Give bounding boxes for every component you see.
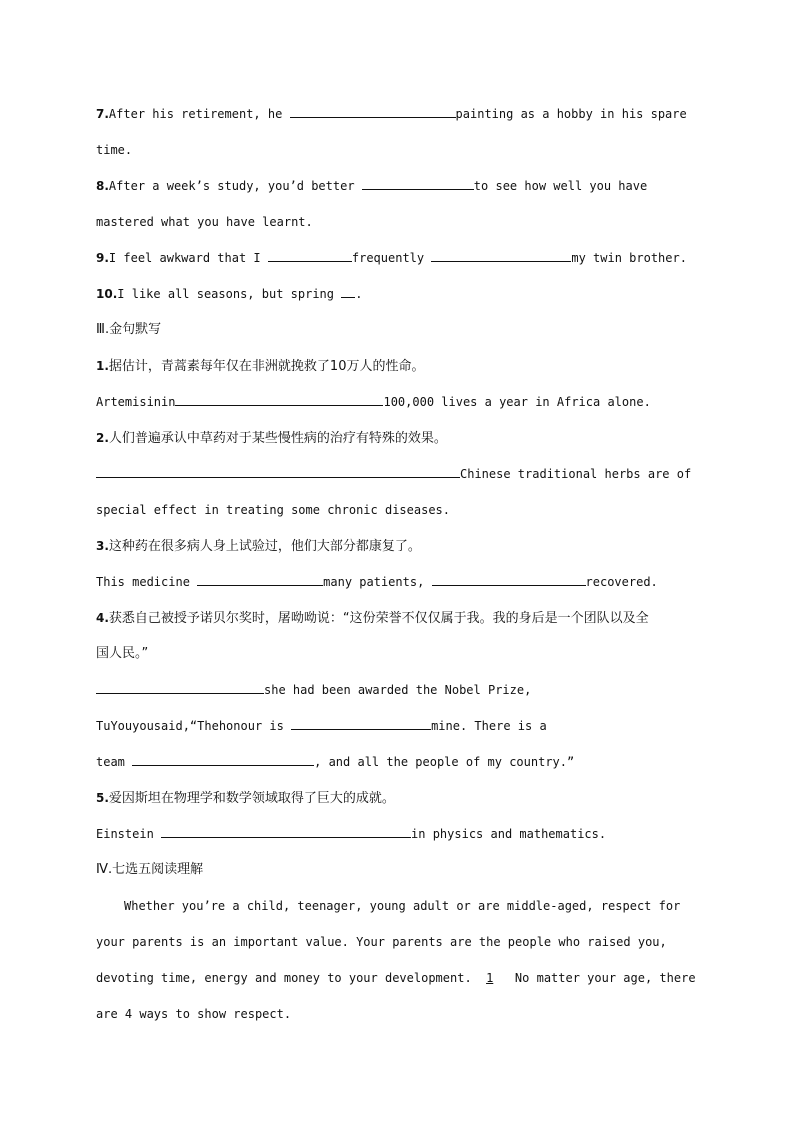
item-number: 9. xyxy=(96,251,109,265)
q1-chinese xyxy=(96,356,424,376)
item-text: in physics and mathematics. xyxy=(411,827,607,841)
item-text: time. xyxy=(96,143,133,157)
q1-english xyxy=(96,392,651,412)
item-8-line-1 xyxy=(96,176,647,196)
item-10-line xyxy=(96,284,362,304)
answer-blank[interactable] xyxy=(197,573,323,586)
passage-text: No matter your age, there xyxy=(514,971,696,985)
item-number: 10. xyxy=(96,287,118,301)
answer-blank[interactable] xyxy=(96,681,264,694)
answer-blank[interactable] xyxy=(161,825,411,838)
q4-english-line-2 xyxy=(96,716,547,736)
chinese-sentence: 获悉自己被授予诺贝尔奖时，屠呦呦说：“这份荣誉不仅仅属于我。我的身后是一个团队以及全 xyxy=(108,611,649,626)
item-text: painting as a hobby in his spare xyxy=(455,107,687,121)
item-text: 100,000 lives a year in Africa alone. xyxy=(383,395,651,409)
section-3-heading: Ⅲ.金句默写 xyxy=(96,322,162,337)
chinese-sentence: 人们普遍承认中草药对于某些慢性病的治疗有特殊的效果。 xyxy=(108,431,447,446)
item-text: Chinese traditional herbs are of xyxy=(460,467,692,481)
item-text: . xyxy=(355,287,363,301)
item-text: many patients, xyxy=(323,575,432,589)
item-text: recovered. xyxy=(585,575,658,589)
item-text: I feel awkward that I xyxy=(108,251,268,265)
item-text: special effect in treating some chronic diseases. xyxy=(96,503,451,517)
item-7-line-1 xyxy=(96,104,687,124)
section-4-heading: Ⅳ.七选五阅读理解 xyxy=(96,862,204,877)
q2-english-line-1 xyxy=(96,464,691,484)
passage-text: devoting time, energy and money to your development. xyxy=(96,971,472,985)
item-number: 8. xyxy=(96,179,109,193)
passage-line-4: are 4 ways to show respect. xyxy=(96,1007,292,1021)
chinese-sentence: 爱因斯坦在物理学和数学领域取得了巨大的成就。 xyxy=(108,791,395,806)
item-text: Artemisinin xyxy=(96,395,176,409)
answer-blank[interactable] xyxy=(291,717,431,730)
chinese-sentence: 这种药在很多病人身上试验过，他们大部分都康复了。 xyxy=(108,539,421,554)
item-9-line xyxy=(96,248,687,268)
item-text: she had been awarded the Nobel Prize, xyxy=(264,683,532,697)
item-text: After a week’s study, you’d better xyxy=(108,179,362,193)
item-8-line-2 xyxy=(96,212,313,232)
item-number: 7. xyxy=(96,107,109,121)
item-text: I like all seasons, but spring xyxy=(117,287,342,301)
answer-blank[interactable] xyxy=(132,753,314,766)
item-text: mastered what you have learnt. xyxy=(96,215,313,229)
passage-line-3 xyxy=(96,968,696,988)
answer-blank[interactable] xyxy=(268,249,352,262)
q3-chinese xyxy=(96,536,421,556)
item-text: This medicine xyxy=(96,575,198,589)
answer-blank[interactable] xyxy=(341,285,355,298)
chinese-sentence: 据估计，青蒿素每年仅在非洲就挽救了10万人的性命。 xyxy=(108,359,425,374)
passage-line-2: your parents is an important value. Your parents are the people who raised you, xyxy=(96,935,667,949)
q4-chinese-line-2: 国人民。” xyxy=(96,646,149,661)
q2-english-line-2 xyxy=(96,500,450,520)
item-number: 1. xyxy=(96,359,109,373)
item-text: mine. There is a xyxy=(431,719,547,733)
q5-english xyxy=(96,824,606,844)
answer-blank[interactable] xyxy=(362,177,474,190)
passage-line-1: Whether you’re a child, teenager, young adult or are middle-aged, respect for xyxy=(124,899,681,913)
answer-blank[interactable] xyxy=(175,393,383,406)
q5-chinese xyxy=(96,788,395,808)
item-text: TuYouyousaid,“Thehonour is xyxy=(96,719,292,733)
item-text: team xyxy=(96,755,133,769)
q2-chinese xyxy=(96,428,447,448)
q4-english-line-1 xyxy=(96,680,531,700)
answer-blank[interactable] xyxy=(96,465,460,478)
item-text: to see how well you have xyxy=(473,179,648,193)
item-number: 3. xyxy=(96,539,109,553)
answer-blank[interactable] xyxy=(432,573,586,586)
item-text: , and all the people of my country.” xyxy=(314,755,575,769)
item-number: 2. xyxy=(96,431,109,445)
item-number: 4. xyxy=(96,611,109,625)
item-7-line-2 xyxy=(96,140,132,160)
q4-english-line-3 xyxy=(96,752,574,772)
passage-blank-1[interactable]: 1 xyxy=(486,971,494,985)
item-text: After his retirement, he xyxy=(108,107,290,121)
item-text: frequently xyxy=(351,251,432,265)
answer-blank[interactable] xyxy=(290,105,456,118)
item-text: my twin brother. xyxy=(571,251,687,265)
q4-chinese-line-1 xyxy=(96,608,649,628)
answer-blank[interactable] xyxy=(431,249,571,262)
q3-english xyxy=(96,572,658,592)
item-text: Einstein xyxy=(96,827,162,841)
item-number: 5. xyxy=(96,791,109,805)
